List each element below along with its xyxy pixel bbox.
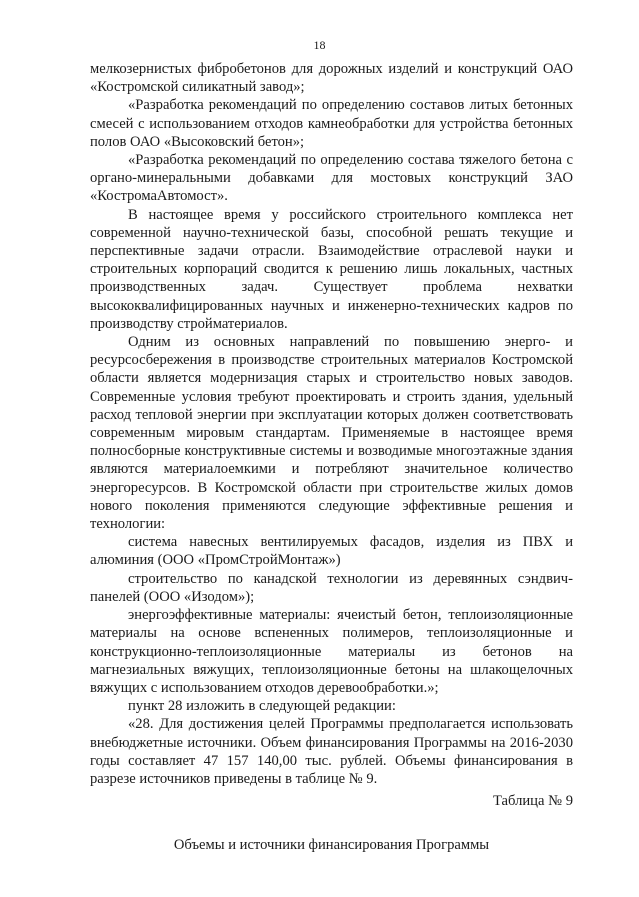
paragraph-7: строительство по канадской технологии из деревянных сэндвич-панелей (ООО «Изодом»); [90, 570, 573, 605]
paragraph-4: В настоящее время у российского строительного комплекса нет современной научно-технической базы, способной решать текущие и перспективные задачи отрасли. Взаимодействие отраслевой науки и строительных корпораций сводится к решению лишь локальных, частных производственных задач. Существует проблема нехватки высококвалифицированных научных и инженерно-технических кадров по производству стройматериалов. [90, 206, 573, 332]
paragraph-3: «Разработка рекомендаций по определению состава тяжелого бетона с органо-минеральными добавками для мостовых конструкций ЗАО «КостромаАвтомост». [90, 152, 573, 205]
paragraph-5: Одним из основных направлений по повышению энерго- и ресурсосбережения в производстве строительных материалов Костромской области является модернизация старых и строительство новых заводов. Современные условия требуют проектировать и строить здания, удельный расход тепловой энергии при эксплуатации которых должен соответствовать современным мировым стандартам. Применяемые в настоящее время полносборные конструктивные системы и возводимые многоэтажные здания являются материалоемкими и потребляют значительное количество энергоресурсов. В Костромской области при строительстве жилых домов нового поколения применяются следующие эффективные решения и технологии: [90, 334, 573, 533]
paragraph-8: энергоэффективные материалы: ячеистый бетон, теплоизоляционные материалы на основе вспененных полимеров, теплоизоляционные и конструкционно-теплоизоляционные материалы из бетонов на магнезиальных вяжущих, теплоизоляционные бетоны на шлакощелочных вяжущих с использованием отходов деревообработки.»; [90, 607, 573, 696]
paragraph-9: пункт 28 изложить в следующей редакции: [128, 698, 396, 715]
page-number: 18 [313, 38, 326, 52]
paragraph-6: система навесных вентилируемых фасадов, изделия из ПВХ и алюминия (ООО «ПромСтройМонтаж») [90, 534, 573, 569]
table-label: Таблица № 9 [493, 793, 573, 810]
table-title: Объемы и источники финансирования Программы [173, 837, 490, 854]
document-body [90, 60, 573, 855]
paragraph-10: «28. Для достижения целей Программы предполагается использовать внебюджетные источники. Объем финансирования Программы на 2016-2030 годы составляет 47 157 140,00 тыс. рублей. Объемы финансирования в разрезе источников приведены в таблице № 9. [90, 716, 573, 787]
paragraph-1: мелкозернистых фибробетонов для дорожных изделий и конструкций ОАО «Костромской силикатный завод»; [90, 61, 573, 96]
paragraph-2: «Разработка рекомендаций по определению составов литых бетонных смесей с использованием отходов камнеобработки для устройства бетонных полов ОАО «Высоковский бетон»; [90, 97, 573, 150]
